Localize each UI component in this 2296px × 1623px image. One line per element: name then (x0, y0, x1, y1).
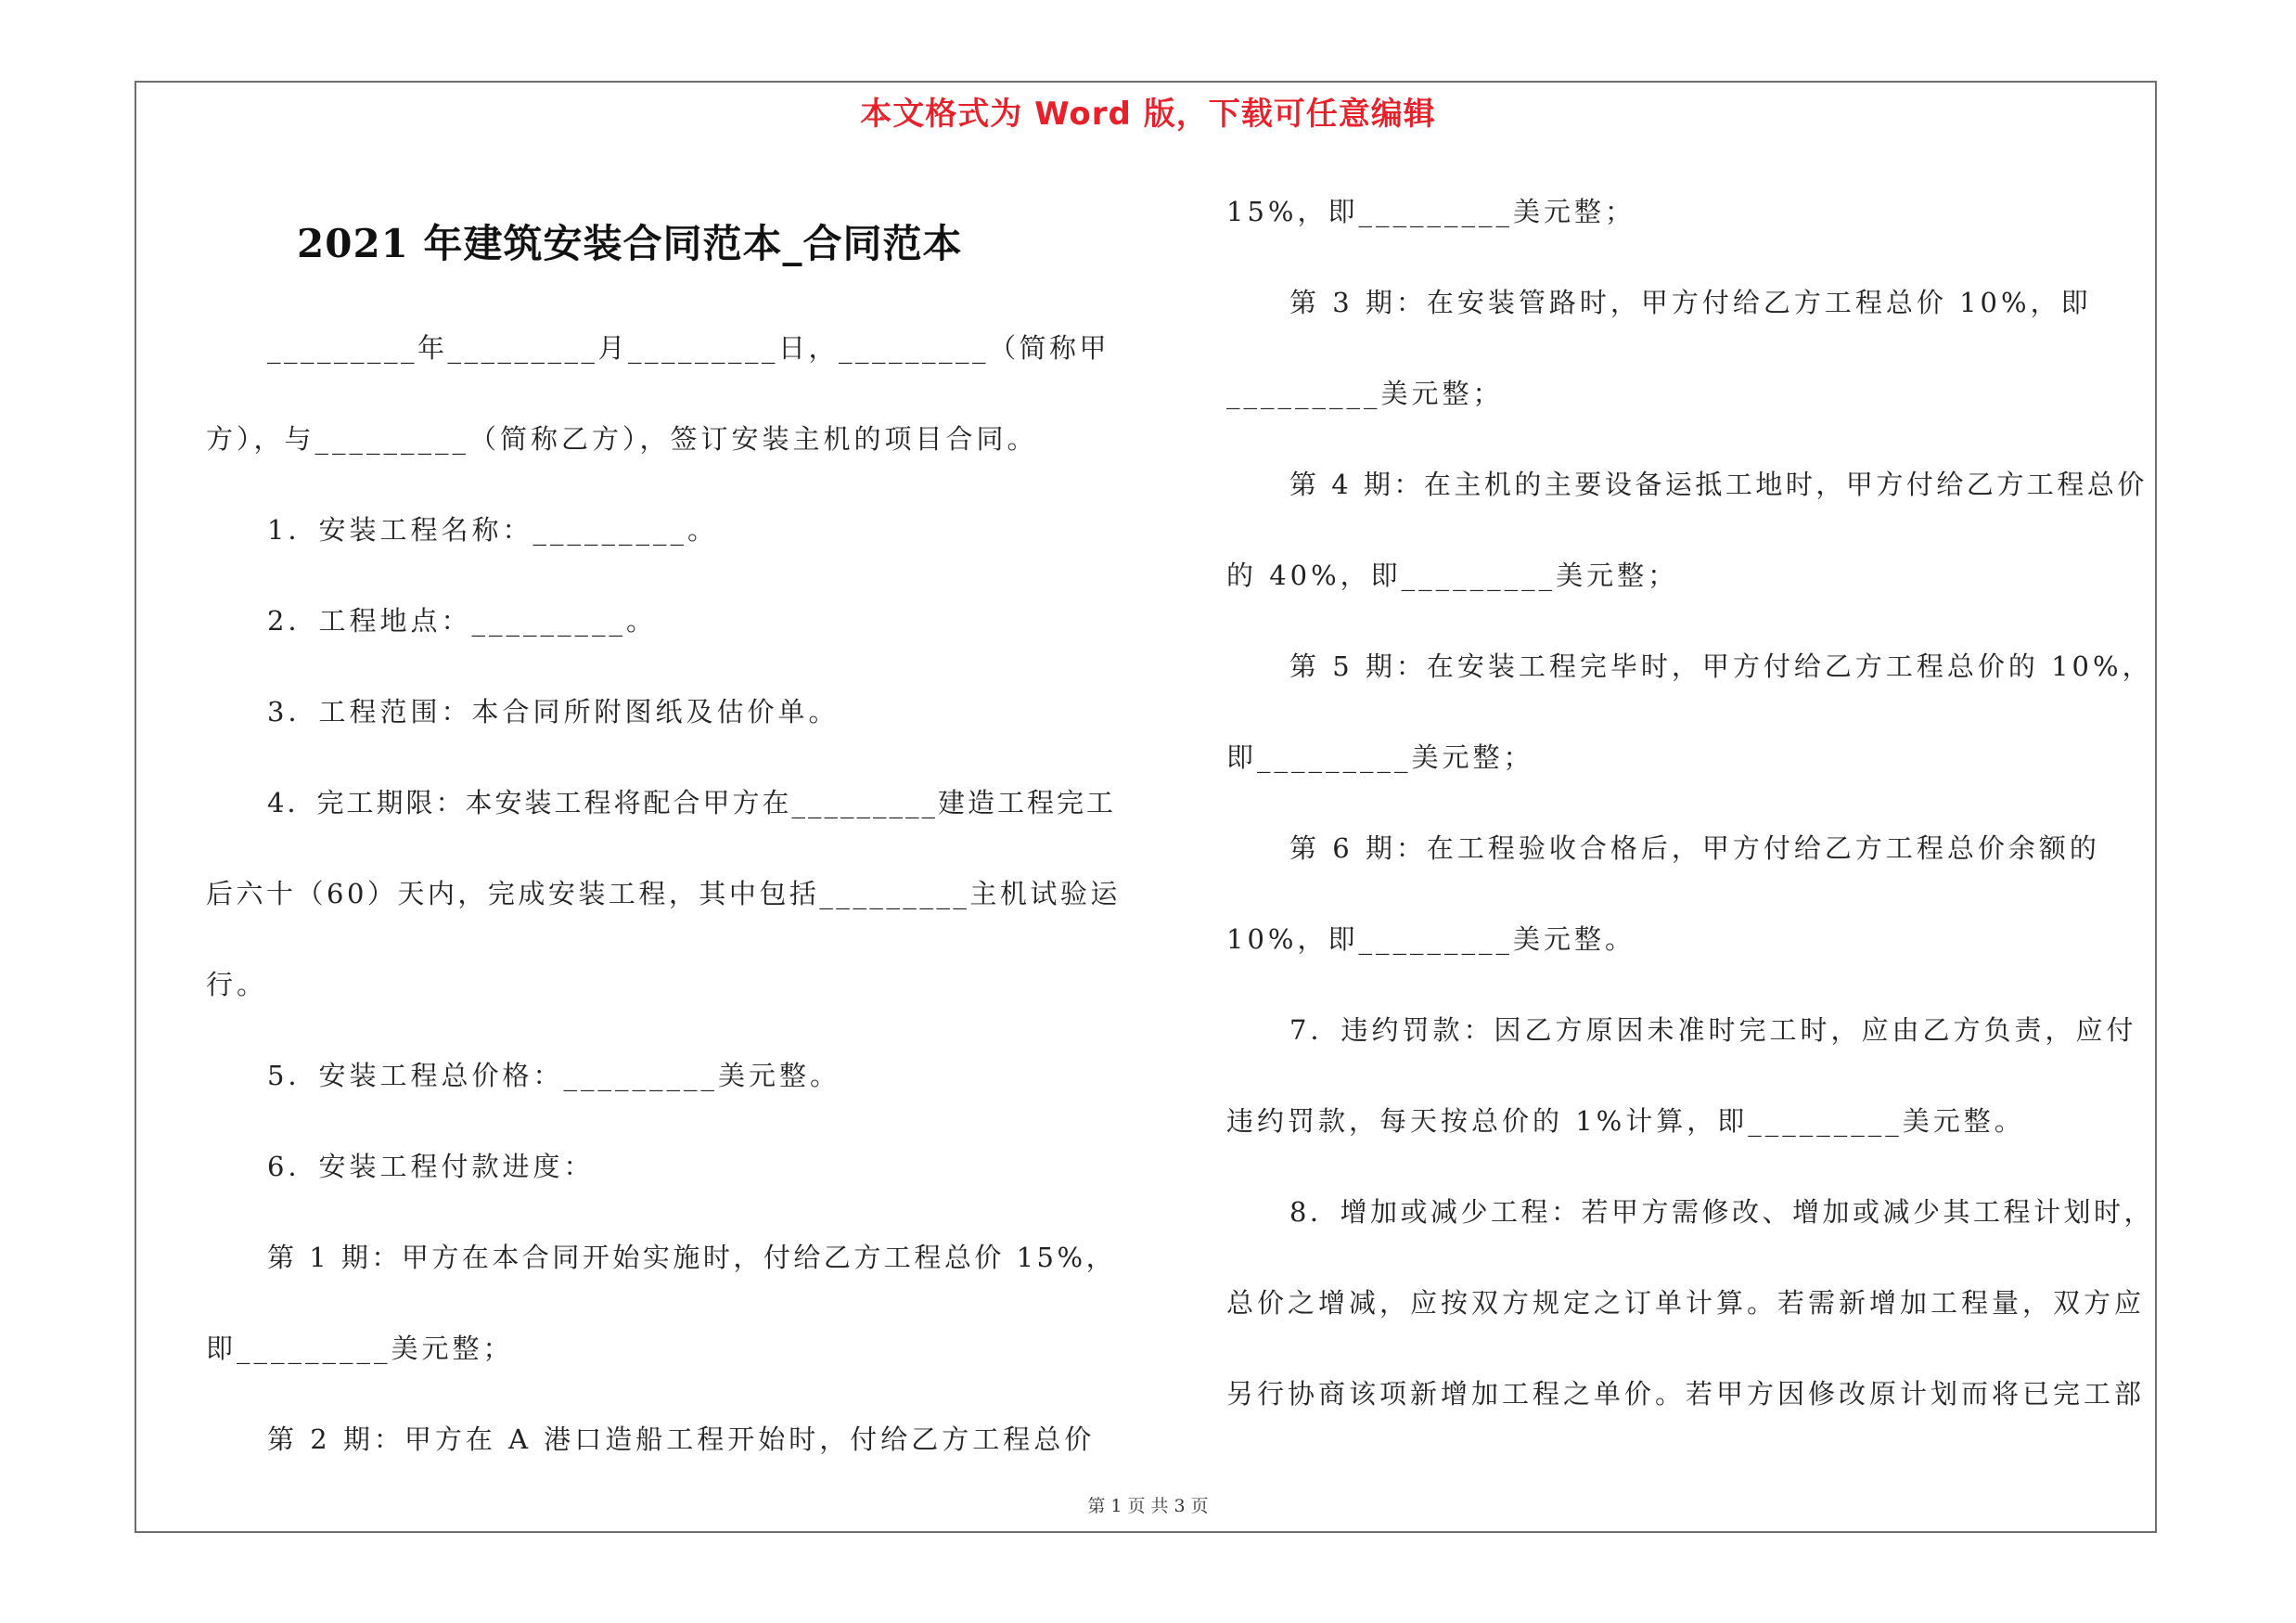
left-line-7: 后六十（60）天内，完成安装工程，其中包括_________主机试验运 (206, 878, 1121, 909)
left-line-6: 4．完工期限：本安装工程将配合甲方在_________建造工程完工 (267, 787, 1116, 818)
left-line-10: 6．安装工程付款进度： (267, 1151, 595, 1182)
right-line-8: 第 6 期：在工程验收合格后，甲方付给乙方工程总价余额的 (1289, 832, 2100, 864)
left-line-8: 行。 (206, 969, 268, 1000)
right-line-11: 违约罚款，每天按总价的 1%计算，即_________美元整。 (1226, 1105, 2025, 1137)
format-notice-banner: 本文格式为 Word 版，下载可任意编辑 (860, 96, 1436, 133)
left-line-1: _________年_________月_________日，_________（简称甲 (267, 332, 1110, 364)
left-line-5: 3．工程范围：本合同所附图纸及估价单。 (267, 696, 840, 728)
left-line-12: 即_________美元整； (206, 1333, 514, 1364)
right-line-7: 即_________美元整； (1226, 741, 1534, 773)
document-title: 2021 年建筑安装合同范本_合同范本 (297, 221, 963, 266)
left-line-9: 5．安装工程总价格：_________美元整。 (267, 1060, 840, 1091)
right-line-13: 总价之增减，应按双方规定之订单计算。若需新增加工程量，双方应 (1226, 1287, 2146, 1319)
right-line-9: 10%，即_________美元整。 (1226, 923, 1635, 955)
right-line-3: _________美元整； (1226, 378, 1504, 409)
left-line-4: 2．工程地点：_________。 (267, 605, 657, 637)
right-line-4: 第 4 期：在主机的主要设备运抵工地时，甲方付给乙方工程总价 (1289, 469, 2148, 500)
left-line-2: 方），与_________（简称乙方），签订安装主机的项目合同。 (206, 423, 1038, 455)
right-line-2: 第 3 期：在安装管路时，甲方付给乙方工程总价 10%，即 (1289, 287, 2092, 318)
right-line-6: 第 5 期：在安装工程完毕时，甲方付给乙方工程总价的 10%， (1289, 650, 2153, 682)
left-line-11: 第 1 期：甲方在本合同开始实施时，付给乙方工程总价 15%， (267, 1242, 1117, 1273)
right-line-12: 8．增加或减少工程：若甲方需修改、增加或减少其工程计划时， (1289, 1196, 2154, 1228)
right-line-10: 7．违约罚款：因乙方原因未准时完工时，应由乙方负责，应付 (1289, 1014, 2137, 1046)
left-line-13: 第 2 期：甲方在 A 港口造船工程开始时，付给乙方工程总价 (267, 1423, 1096, 1455)
right-line-14: 另行协商该项新增加工程之单价。若甲方因修改原计划而将已完工部 (1226, 1378, 2146, 1410)
left-line-3: 1．安装工程名称：_________。 (267, 514, 718, 546)
right-line-1: 15%，即_________美元整； (1226, 196, 1635, 227)
right-line-5: 的 40%，即_________美元整； (1226, 560, 1679, 591)
page-number-footer: 第 1 页 共 3 页 (1087, 1496, 1209, 1516)
